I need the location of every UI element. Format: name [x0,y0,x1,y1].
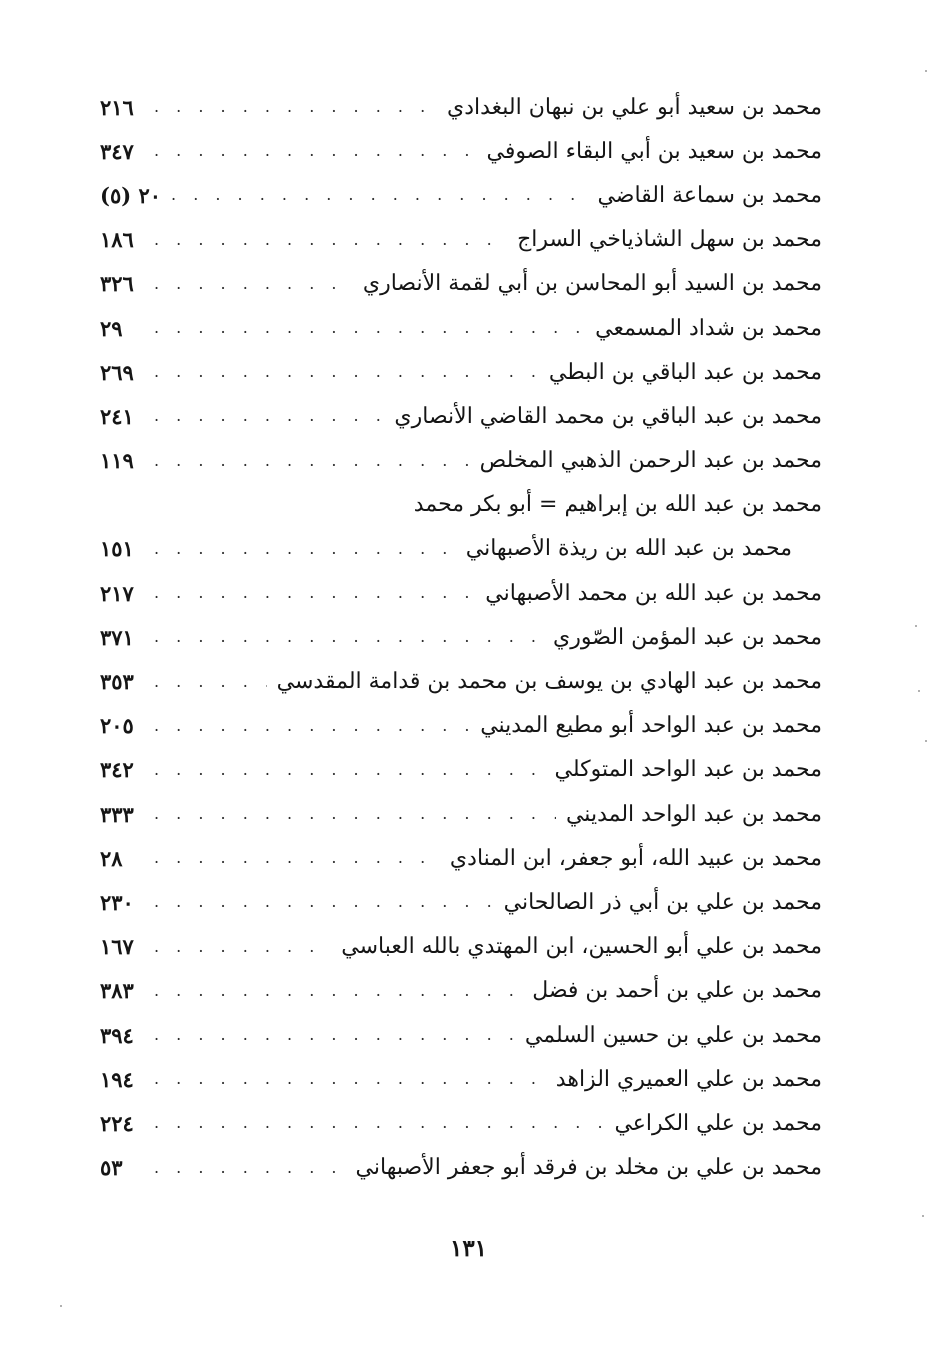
dot-leader [154,850,440,866]
entry-page-ref: ٣٩٤ [100,1022,134,1048]
dot-leader [154,1027,515,1043]
entry-name: محمد بن سهل الشاذياخي السراج [517,227,822,253]
dot-leader [154,629,543,645]
entry-page-ref: ٣٢٦ [100,271,134,297]
index-entry [100,571,822,615]
entry-page-ref: ٣٤٧ [100,138,134,164]
entry-page-ref: ٢١٧ [100,580,134,606]
entry-page-ref: ٣٨٣ [100,978,134,1004]
entry-name: محمد بن علي بن مخلد بن فرقد أبو جعفر الأصبهاني [355,1155,822,1181]
dot-leader [154,541,456,557]
entry-name: محمد بن علي العميري الزاهد [555,1066,822,1092]
entry-page-ref: ٢٣٠ [100,889,134,915]
entry-name: محمد بن علي بن أبي ذر الصالحاني [503,889,822,915]
entry-name: محمد بن شداد المسمعي [595,315,822,341]
entry-page-ref: ١٩٤ [100,1066,134,1092]
index-entry [100,880,822,924]
dot-leader [154,1160,346,1176]
dot-leader [154,1071,546,1087]
index-entry [100,1013,822,1057]
entry-page-ref: ٢٦٩ [100,359,134,385]
entry-name: محمد بن علي بن أحمد بن فضل [532,978,822,1004]
index-entry [100,969,822,1013]
dot-leader [154,364,539,380]
dot-leader [154,983,522,999]
entry-page-ref: ٢١٦ [100,94,134,120]
index-entry [100,1146,822,1190]
entry-page-ref: ٢٨ [100,845,123,871]
dot-leader [154,806,556,822]
entry-page-ref: ١٨٦ [100,227,134,253]
index-entry [100,306,822,350]
entry-name: محمد بن عبد الباقي بن البطي [548,359,822,385]
index-entry [100,394,822,438]
entry-name: محمد بن عبد الواحد أبو مطيع المديني [480,713,822,739]
dot-leader [154,674,267,690]
entry-name: محمد بن عبد الله بن ريذة الأصبهاني [465,536,792,562]
entry-name: محمد بن سعيد بن أبي البقاء الصوفي [486,138,822,164]
entry-page-ref: ١١٩ [100,448,134,474]
index-entry [100,748,822,792]
index-entry [100,1057,822,1101]
entry-name: محمد بن عبد الرحمن الذهبي المخلص [479,448,822,474]
dot-leader [154,143,477,159]
index-list [100,85,822,1190]
entry-page-ref: ٢٢٤ [100,1110,134,1136]
index-entry [100,704,822,748]
entry-page-ref: ٣٤٢ [100,757,134,783]
entry-page-ref: ١٦٧ [100,934,134,960]
index-entry [100,129,822,173]
entry-page-ref: ٢٠ (٥) [100,182,162,208]
index-entry [100,439,822,483]
index-entry [100,659,822,703]
index-entry [100,615,822,659]
entry-name: محمد بن عبد الواحد المتوكلي [554,757,822,783]
index-entry [100,792,822,836]
dot-leader [171,187,587,203]
index-entry [100,925,822,969]
entry-page-ref: ٣٥٣ [100,669,134,695]
entry-page-ref: ٣٧١ [100,624,134,650]
entry-page-ref: ١٥١ [100,536,134,562]
dot-leader [154,320,585,336]
index-entry [100,527,822,571]
entry-name: محمد بن عبد الهادي بن يوسف بن محمد بن قدامة المقدسي [276,669,822,695]
index-entry [100,218,822,262]
entry-name: محمد بن علي بن حسين السلمي [524,1022,822,1048]
entry-page-ref: ٥٣ [100,1155,123,1181]
entry-name: محمد بن عبد الواحد المديني [565,801,822,827]
index-entry [100,262,822,306]
dot-leader [154,762,545,778]
entry-page-ref: ٢٠٥ [100,713,134,739]
entry-name: محمد بن عبد المؤمن الصّوري [553,624,822,650]
dot-leader [154,276,353,292]
dot-leader [154,453,470,469]
dot-leader [154,718,470,734]
index-entry [100,483,822,527]
entry-name: محمد بن عبيد الله، أبو جعفر، ابن المنادي [449,845,822,871]
entry-name: محمد بن سماعة القاضي [597,182,822,208]
entry-name: محمد بن علي أبو الحسين، ابن المهتدي بالله العباسي [341,934,822,960]
entry-name: محمد بن عبد الباقي بن محمد القاضي الأنصاري [394,403,822,429]
entry-name: محمد بن عبد الله بن إبراهيم = أبو بكر محمد [413,492,822,518]
dot-leader [154,939,331,955]
page-number: ١٣١ [449,1235,488,1262]
entry-page-ref: ٢٤١ [100,403,134,429]
entry-page-ref: ٣٣٣ [100,801,134,827]
dot-leader [154,585,475,601]
index-entry [100,173,822,217]
index-entry [100,1101,822,1145]
index-entry [100,350,822,394]
entry-name: محمد بن علي الكراعي [614,1110,822,1136]
entry-name: محمد بن السيد أبو المحاسن بن أبي لقمة الأنصاري [362,271,822,297]
entry-page-ref: ٢٩ [100,315,123,341]
dot-leader [154,1115,604,1131]
index-entry [100,85,822,129]
index-entry [100,836,822,880]
dot-leader [154,99,437,115]
dot-leader [154,408,384,424]
entry-name: محمد بن عبد الله بن محمد الأصبهاني [485,580,822,606]
dot-leader [154,894,494,910]
entry-name: محمد بن سعيد أبو علي بن نبهان البغدادي [446,94,822,120]
dot-leader [154,232,507,248]
